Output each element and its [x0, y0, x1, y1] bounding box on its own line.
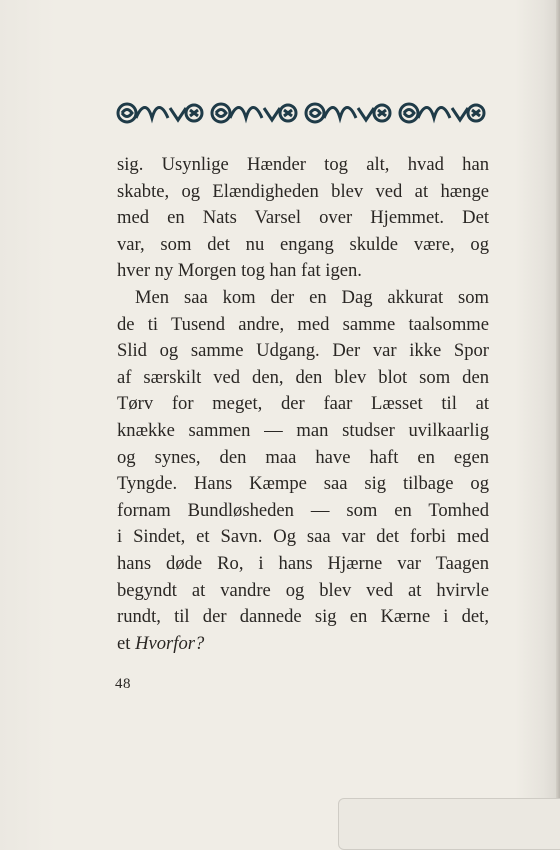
text-line: fornam Bundløsheden — som en Tomhed — [117, 499, 489, 521]
text-line: Tyngde. Hans Kæmpe saa sig tilbage og — [117, 473, 489, 495]
body-text — [117, 152, 489, 657]
text-line: Tørv for meget, der faar Læsset til at — [117, 393, 489, 415]
page-number: 48 — [115, 676, 131, 692]
text-line: med en Nats Varsel over Hjemmet. Det — [117, 207, 489, 229]
text-line: rundt, til der dannede sig en Kærne i det, — [117, 606, 489, 628]
library-label — [338, 798, 560, 850]
text-line: Men saa kom der en Dag akkurat som — [135, 286, 489, 308]
text-line: knække sammen — man studser uvilkaarlig — [117, 419, 489, 441]
text-line: skabte, og Elændigheden blev ved at hænge — [117, 180, 489, 202]
page-edge — [556, 0, 560, 850]
text-line: var, som det nu engang skulde være, og — [117, 233, 489, 255]
text-line: sig. Usynlige Hænder tog alt, hvad han — [117, 154, 489, 175]
text-line: af særskilt ved den, den blev blot som den — [117, 366, 489, 388]
text-line: Slid og samme Udgang. Der var ikke Spor — [117, 340, 489, 362]
text-line: i Sindet, et Savn. Og saa var det forbi med — [117, 526, 489, 548]
decorative-ornament-icon — [114, 98, 492, 128]
final-line-prefix: et — [117, 632, 136, 654]
text-line: begyndt at vandre og blev ved at hvirvle — [117, 579, 489, 601]
text-line: de ti Tusend andre, med samme taalsomme — [117, 313, 489, 335]
text-line: og synes, den maa have haft en egen — [117, 446, 489, 468]
final-text-line — [117, 631, 489, 658]
text-line: hver ny Morgen tog han fat igen. — [117, 260, 362, 282]
italic-word: Hvorfor? — [135, 632, 205, 654]
text-line: hans døde Ro, i hans Hjærne var Taagen — [117, 552, 489, 574]
